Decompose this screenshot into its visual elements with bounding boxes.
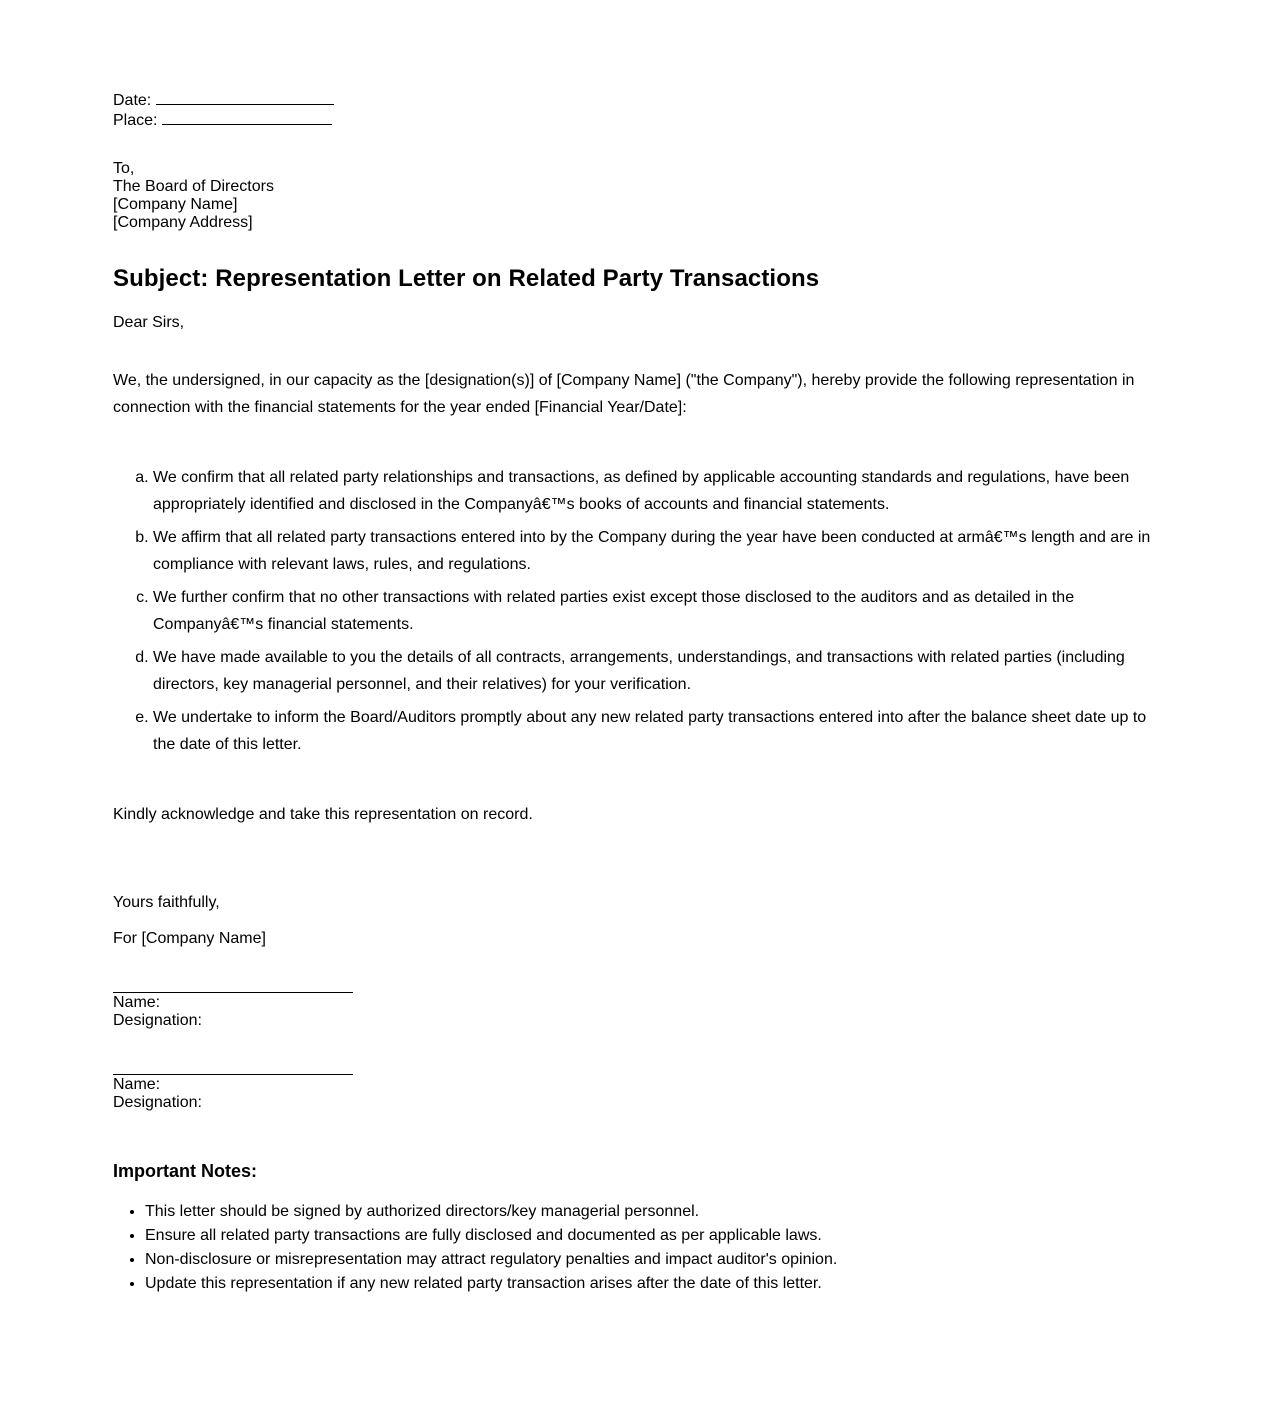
signatory-name-label: Name: — [113, 994, 161, 1011]
signature-line — [113, 992, 353, 993]
note-item: • Update this representation if any new related party transaction arises after the date of this letter. — [145, 1272, 1153, 1296]
intro-paragraph: We, the undersigned, in our capacity as the [designation(s)] of [Company Name] ("the Company"), hereby provide the following representation in connection with the financial statements for the year ended [Financial Year/Date]: — [113, 372, 1135, 416]
date-label: Date: — [113, 92, 152, 109]
place-blank — [162, 110, 332, 125]
representations-list — [113, 464, 1153, 758]
recipient-address — [113, 160, 1153, 232]
recipient-to: To, — [113, 160, 135, 177]
notes-heading: Important Notes: — [113, 1161, 257, 1181]
notes-list — [113, 1200, 1153, 1296]
representation-item: d. We have made available to you the details of all contracts, arrangements, understandings, and transactions with related parties (including directors, key managerial personnel, and their relatives) for your verification. — [153, 644, 1153, 698]
signatory-name-label: Name: — [113, 1076, 161, 1093]
note-item: • Non-disclosure or misrepresentation may attract regulatory penalties and impact auditor's opinion. — [145, 1248, 1153, 1272]
signatory-designation-label: Designation: — [113, 1012, 202, 1029]
recipient-line-2: [Company Name] — [113, 196, 238, 213]
representation-item: a. We confirm that all related party relationships and transactions, as defined by applicable accounting standards and regulations, have been appropriately identified and disclosed in the Companyâ€™s books of accounts and financial statements. — [153, 464, 1153, 518]
signatory-designation-label: Designation: — [113, 1094, 202, 1111]
note-item: • This letter should be signed by authorized directors/key managerial personnel. — [145, 1200, 1153, 1224]
salutation: Dear Sirs, — [113, 314, 185, 331]
date-line — [113, 90, 1153, 110]
signature-line — [113, 1074, 353, 1075]
representation-item: e. We undertake to inform the Board/Auditors promptly about any new related party transactions entered into after the balance sheet date up to the date of this letter. — [153, 704, 1153, 758]
acknowledgement: Kindly acknowledge and take this representation on record. — [113, 806, 533, 823]
signature-block-1 — [113, 992, 1153, 1030]
letter-page — [113, 90, 1153, 1300]
place-line — [113, 110, 1153, 130]
place-label: Place: — [113, 112, 158, 129]
recipient-line-3: [Company Address] — [113, 214, 253, 231]
date-blank — [156, 90, 334, 105]
representation-item: c. We further confirm that no other transactions with related parties exist except those disclosed to the auditors and as detailed in the Companyâ€™s financial statements. — [153, 584, 1153, 638]
representation-item: b. We affirm that all related party transactions entered into by the Company during the year have been conducted at armâ€™s length and are in compliance with relevant laws, rules, and regulations. — [153, 524, 1153, 578]
for-company: For [Company Name] — [113, 930, 266, 947]
note-item: • Ensure all related party transactions are fully disclosed and documented as per applicable laws. — [145, 1224, 1153, 1248]
closing: Yours faithfully, — [113, 894, 220, 911]
signature-block-2 — [113, 1074, 1153, 1112]
subject-heading: Subject: Representation Letter on Related Party Transactions — [113, 265, 820, 292]
recipient-line-1: The Board of Directors — [113, 178, 274, 195]
